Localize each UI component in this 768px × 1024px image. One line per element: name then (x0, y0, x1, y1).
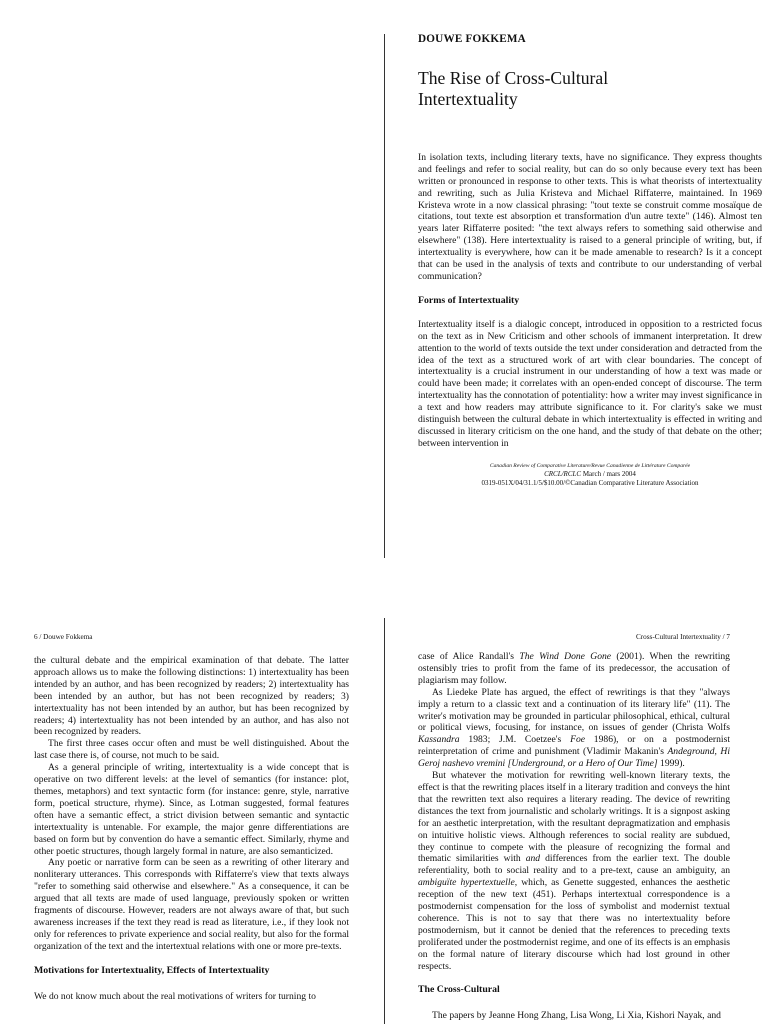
text-run: 1986), or on a postmodernist reinterpretation of crime and punishment (Vladimir Makanin's (418, 734, 730, 758)
page7-last-line: The papers by Jeanne Hong Zhang, Lisa Wong, Li Xia, Kishori Nayak, and (432, 1010, 721, 1022)
page6-last-line: We do not know much about the real motivations of writers for turning to (34, 990, 316, 1002)
footer-copyright: 0319-051X/04/31.1/5/$10.00/©Canadian Comparative Literature Association (481, 478, 699, 487)
section-heading-motivations: Motivations for Intertextuality, Effects of Intertextuality (34, 964, 270, 976)
text-run: (2001). When the rewriting ostensibly tries to profit from the fame of its predecessor, the accusation of plagiarism may follow. (418, 651, 730, 686)
running-head-page-6: 6 / Douwe Fokkema (34, 633, 93, 641)
page6-paragraph-3: As a general principle of writing, intertextuality is a wide concept that is operative on two different levels: at the level of semantics (for instance: plot, themes, metaphors) and text syntactic form (for instance: genre, style, narrative form, poetical structure, rhyme). Since, as Lotman suggested, formal features often have a semantic effect, a strict division between semantic and syntactic intertextuality is untenable. For example, the major genre differentiations are based on form but by convention do have a semantic effect. Similarly, rhyme and other poetic structures, though largely formal in nature, are also semanticized. (34, 762, 349, 857)
text-run: As Liedeke Plate has argued, the effect of rewritings is that they "always imply a return to a classic text and a continuation of its literary life" (11). The writer's motivation may be grounded in particular philosophical, ethical, cultural or political views, focusing, for instance, on issues of gender (Christa Wolfs (418, 686, 730, 734)
footer-issue (418, 470, 762, 479)
book-title: Foe (570, 734, 585, 746)
page6-paragraph-1: the cultural debate and the empirical examination of that debate. The latter approach allows us to make the following distinctions: 1) intertextuality has been intended by an author, and has been recognized by readers; 2) intertextuality has been intended by an author, but has not been recognized by readers; 3) intertextuality has not been intended by an author, but has been recognized by readers; 4) intertextuality has not been intended by an author, and has also not been recognized by readers. (34, 655, 349, 738)
section-heading-forms: Forms of Intertextuality (418, 294, 520, 306)
page7-paragraph-2 (418, 687, 730, 770)
book-title: Kassandra (418, 734, 460, 746)
title-line-2: Intertextuality (418, 88, 518, 109)
text-run: But whatever the motivation for rewriting well-known literary texts, the effect is that the rewriting places itself in a literary tradition and conveys the hint that the rewritten text also requires a literary reading. The device of rewriting distances the text from journalistic and scholarly writings. It is a signpost asking for an aesthetic interpretation, with the resultant depragmatization and emphasis on intuitive holistic views. Although references to social reality are subdued, they continue to compete with the pleasure of recognizing the formal and thematic similarities with (418, 770, 730, 865)
section-heading-cross-cultural: The Cross-Cultural (418, 984, 500, 996)
text-run: case of Alice Randall's (418, 651, 520, 662)
text-run: 1999). (657, 758, 685, 770)
emphasis: and (525, 853, 541, 865)
footer-journal-name: Canadian Review of Comparative Literature/Revue Canadienne de Littérature Comparée (489, 462, 691, 469)
gutter-rule-bottom (384, 618, 385, 1024)
intro-paragraph: In isolation texts, including literary texts, have no significance. They express thoughts and feelings and refer to social reality, but can do so only because every text has been written or pronounced in response to other texts. This is what theorists of intertextuality and rewriting, such as Julia Kristeva and Michael Riffaterre, maintained. In 1969 Kristeva wrote in a now classical phrasing: "tout texte se construit comme mosaïque de citations, tout texte est absorption et transformation d'un autre texte" (146). Almost ten years later Riffaterre posited: "the text always refers to something said otherwise and elsewhere" (138). Here intertextuality is raised to a general principle of writing, but, if intertextuality is everywhere, how can it be made amenable to research? Is it a concept that can be used in the analysis of texts and contribute to our understanding of verbal communication? (418, 151, 762, 282)
forms-paragraph: Intertextuality itself is a dialogic concept, introduced in opposition to a restricted focus on the text as in New Criticism and other schools of immanent interpretation. It drew attention to the world of texts outside the text under consideration and detracted from the idea of the text as a structured work of art with clear boundaries. The concept of intertextuality is a crucial instrument in our understanding of how a text was made or could have been made; it correlates with an open-ended concept of discourse. The term intertextuality has the connotation of potentiality: how a writer may invest significance in a text and how readers may attribute significance to it. For clarity's sake we must distinguish between the cultural debate in which intertextuality is effected in writing and discussed in literary criticism on the one hand, and the study of that debate on the other; between intervention in (418, 318, 762, 449)
book-title: The Wind Done Gone (519, 651, 612, 662)
journal-footer (418, 462, 762, 488)
title-line-1: The Rise of Cross-Cultural (418, 67, 609, 88)
page6-paragraph-2: The first three cases occur often and must be well distinguished. About the last case there is, of course, not much to be said. (34, 738, 349, 762)
page7-paragraph-1 (418, 651, 730, 687)
page7-paragraph-3 (418, 770, 730, 972)
page-7-body (418, 651, 730, 1022)
text-run: differences from the earlier text. The double referentiality, both to social reality and to a pre-text, cause an ambiguity, an (418, 853, 730, 877)
footer-issue-abbr: CRCL/RCLC (544, 470, 582, 479)
running-head-page-7: Cross-Cultural Intertextuality / 7 (635, 633, 730, 641)
article-title (418, 68, 762, 110)
article-first-page (418, 34, 762, 488)
page6-paragraph-4: Any poetic or narrative form can be seen as a rewriting of other literary and nonliterary utterances. This corresponds with Riffaterre's view that texts always "refer to something said otherwise and elsewhere." As a consequence, it can be argued that all texts are made of used language, previously spoken or written fragments of discourse. However, readers are not always aware of that, but such awareness increases if the text they read is read as literature, i.e., if they look not only for references to private experience and social reality, but also for the formal organization of the text and the intertextual relations with one or more pre-texts. (34, 857, 349, 952)
page-6-body (34, 655, 349, 1002)
author-name: DOUWE FOKKEMA (418, 33, 526, 45)
text-run: 1983; J.M. Coetzee's (459, 734, 571, 746)
book-title: Andeground, Hi Geroj nashevo vremini [Underground, or a Hero of Our Time] (418, 746, 730, 770)
footer-issue-date: March / mars 2004 (581, 470, 636, 479)
text-run: , which, as Genette suggested, enhances the aesthetic reception of the new text (451). Perhaps intertextual correspondence is a postmodernist compensation for the loss of symbolist and modernist textual coherence. This is not to say that there was no intertextuality before postmodernism, but it cannot be denied that the references to preceding texts proliferated under the postmodernist regime, and one of its effects is an emphasis on the formal nature of literary discourse which had lost ground in other respects. (418, 877, 730, 972)
emphasis: ambiguïte hypertextuelle (418, 877, 515, 889)
gutter-rule-top (384, 34, 385, 558)
